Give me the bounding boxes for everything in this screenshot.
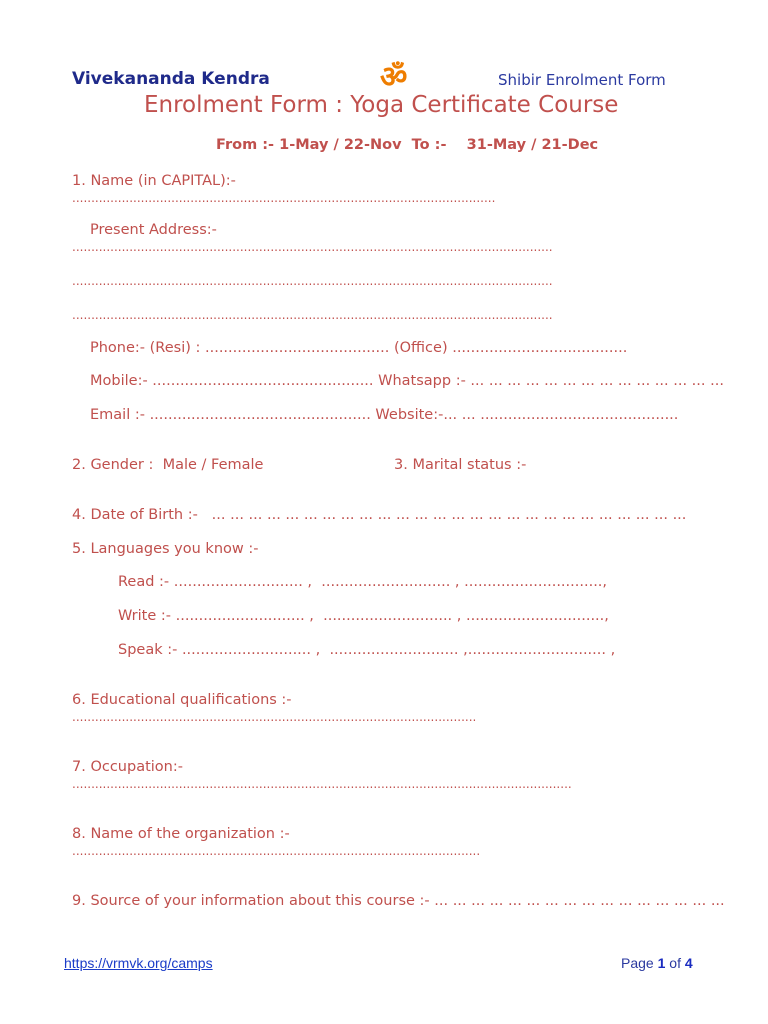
marital-status-field[interactable]: 3. Marital status :- [394,457,527,473]
education-label: 6. Educational qualifications :- [72,692,292,708]
read-languages-field[interactable]: Read :- ............................ , ............................ , .............................., [118,574,608,590]
org-name: Vivekananda Kendra [72,69,270,89]
gender-field[interactable]: 2. Gender : Male / Female [72,457,264,473]
speak-languages-field[interactable]: Speak :- ............................ , ............................ ,.............................. , [118,642,616,658]
mobile-field[interactable]: Mobile:- ................................................ Whatsapp :- ... ... ... ... ... ... ... ... ... ... ... ... ... ... [90,373,724,389]
education-field[interactable]: .......................................................................................................... [72,710,477,724]
languages-label: 5. Languages you know :- [72,541,259,557]
write-languages-field[interactable]: Write :- ............................ , ............................ , .............................., [118,608,609,624]
form-type: Shibir Enrolment Form [498,71,666,89]
phone-field[interactable]: Phone:- (Resi) : ........................................ (Office) ...................................... [90,340,628,356]
name-field[interactable]: ............................................................................................................... [72,191,496,205]
organization-field[interactable]: ........................................................................................................... [72,844,481,858]
om-icon: ॐ [380,61,408,94]
source-field[interactable]: 9. Source of your information about this course :- ... ... ... ... ... ... ... ... ... ... ... ... ... ... ... ... [72,893,725,909]
page-total: 4 [684,955,693,971]
camps-link[interactable]: https://vrmvk.org/camps [64,955,213,971]
organization-label: 8. Name of the organization :- [72,826,290,842]
form-title: Enrolment Form : Yoga Certificate Course [144,92,619,118]
page-indicator [621,955,693,971]
dob-field[interactable]: 4. Date of Birth :- ... ... ... ... ... ... ... ... ... ... ... ... ... ... ... ... ... ... ... ... ... ... ... ... ... ... [72,507,687,523]
email-field[interactable]: Email :- ................................................ Website:-... ... ........................................... [90,407,679,423]
page-current: 1 [657,955,666,971]
name-label: 1. Name (in CAPITAL):- [72,173,236,189]
address-label: Present Address:- [90,222,217,238]
page-label: Page [621,955,654,971]
address-field-2[interactable]: .............................................................................................................................. [72,274,553,288]
occupation-field[interactable]: ................................................................................................................................... [72,777,572,791]
address-field-1[interactable]: .............................................................................................................................. [72,240,553,254]
page-of: of [669,955,681,971]
occupation-label: 7. Occupation:- [72,759,183,775]
address-field-3[interactable]: .............................................................................................................................. [72,308,553,322]
course-dates: From :- 1-May / 22-Nov To :- 31-May / 21-Dec [216,137,599,153]
